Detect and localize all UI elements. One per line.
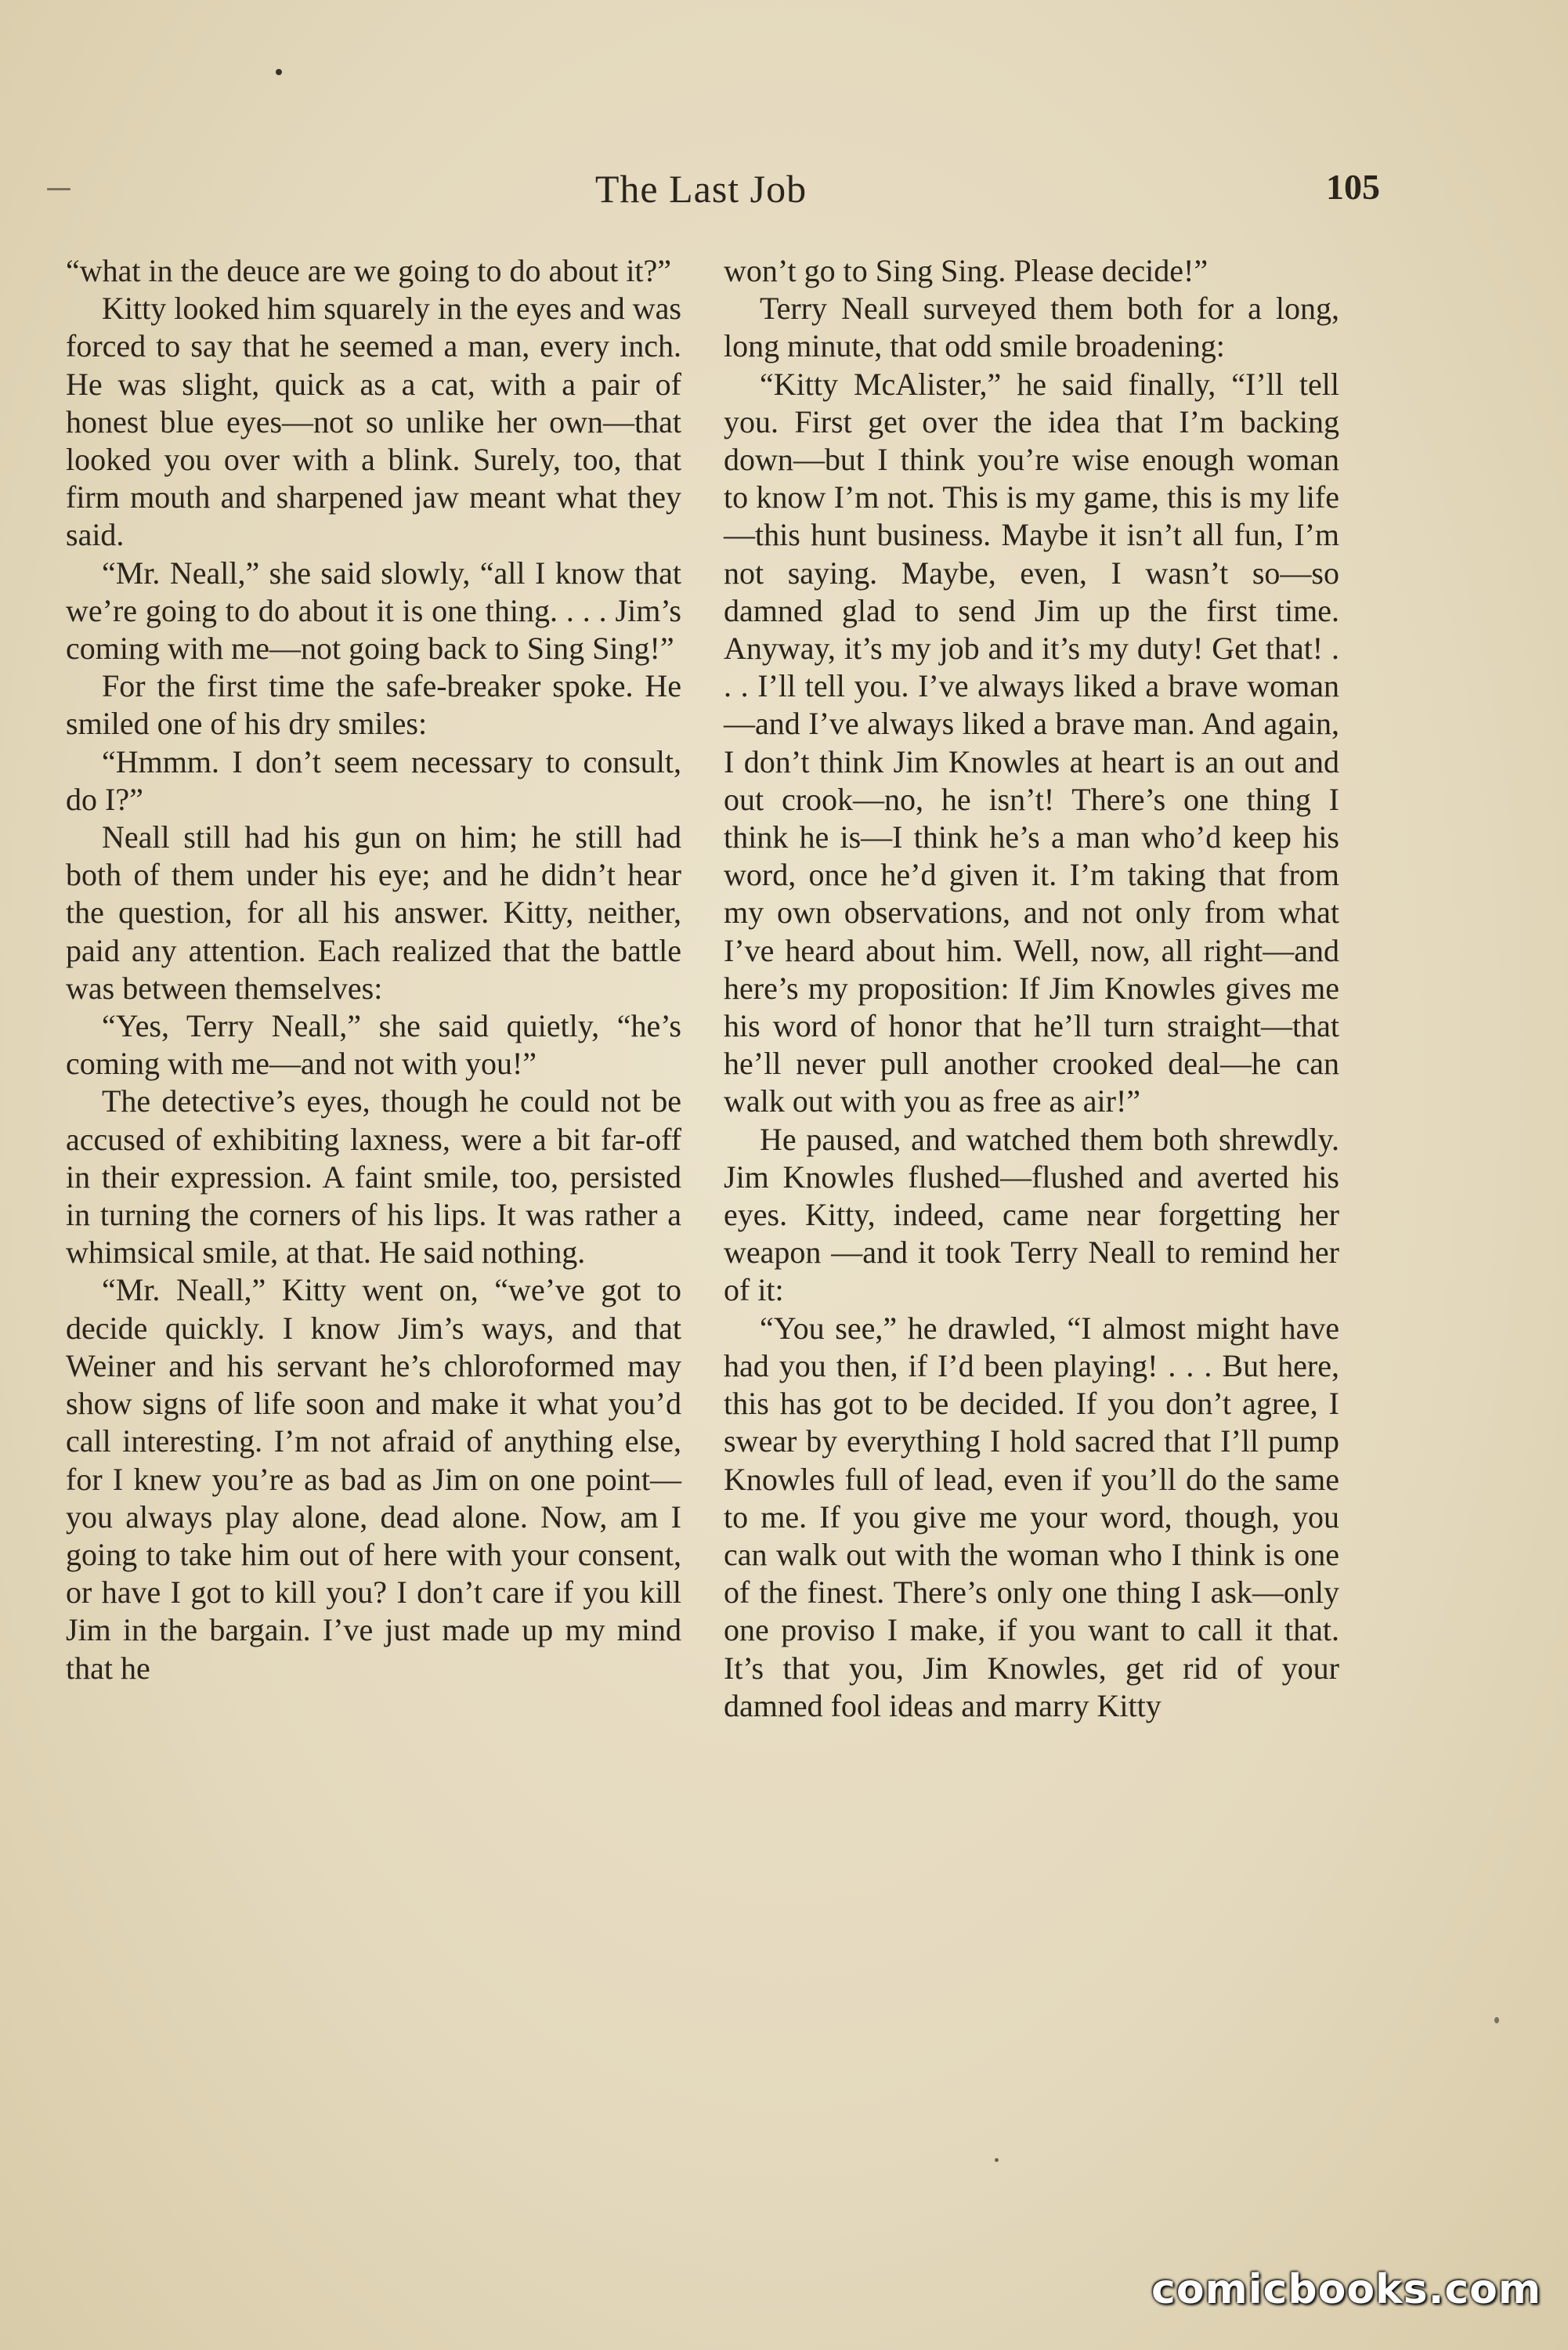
paragraph: “what in the deuce are we going to do about it?” bbox=[66, 253, 672, 288]
paragraph: “Hmmm. I don’t seem necessary to consult, do I?” bbox=[66, 743, 681, 817]
paper-speck bbox=[276, 69, 282, 75]
paper-speck bbox=[995, 2158, 999, 2162]
watermark-logo: comicbooks.com bbox=[1151, 2266, 1542, 2313]
paragraph: “You see,” he drawled, “I almost might have had you then, if I’d been playing! . . . But here, this has got to be decided. If you don’t agree, I swear by everything I hold sacred that I’ll pump Knowles full of lead, even if you’ll do the same to me. If you give me your word, though, you can walk out with the woman who I think is one of the finest. There’s only one thing I ask—only one proviso I make, if you want to call it that. It’s that you, Jim Knowles, get rid of your damned fool ideas and marry Kitty bbox=[724, 1310, 1339, 1723]
paragraph: “Yes, Terry Neall,” she said quietly, “he’s coming with me—and not with you!” bbox=[66, 1008, 681, 1082]
paragraph: “Mr. Neall,” she said slowly, “all I know that we’re going to do about it is one thing. . . . Jim’s coming with me—not going back to Sing Sing!” bbox=[66, 555, 681, 667]
paragraph: For the first time the safe-breaker spoke. He smiled one of his dry smiles: bbox=[66, 668, 681, 742]
left-text-column bbox=[66, 252, 681, 1687]
paper-speck bbox=[1494, 2017, 1499, 2023]
paragraph: “Kitty McAlister,” he said finally, “I’ll tell you. First get over the idea that I’m backing down—but I think you’re wise enough woman to know I’m not. This is my game, this is my life—this hunt business. Maybe it isn’t all fun, I’m not saying. Maybe, even, I wasn’t so—so damned glad to send Jim up the first time. Anyway, it’s my job and it’s my duty! Get that! . . . I’ll tell you. I’ve always liked a brave woman—and I’ve always liked a brave man. And again, I don’t think Jim Knowles at heart is an out and out crook—no, he isn’t! There’s one thing I think he is—I think he’s a man who’d keep his word, once he’d given it. I’m taking that from my own observations, and not only from what I’ve heard about him. Well, now, all right—and here’s my proposition: If Jim Knowles gives me his word of honor that he’ll turn straight—that he’ll never pull another crooked deal—he can walk out with you as free as air!” bbox=[724, 366, 1339, 1119]
paragraph: won’t go to Sing Sing. Please decide!” bbox=[724, 253, 1209, 288]
paragraph: Neall still had his gun on him; he still had both of them under his eye; and he didn’t hear the question, for all his answer. Kitty, neither, paid any attention. Each realized that the battle was between themselves: bbox=[66, 819, 681, 1006]
paragraph: Kitty looked him squarely in the eyes and was forced to say that he seemed a man, every inch. He was slight, quick as a cat, with a pair of honest blue eyes—not so unlike her own—that looked you over with a blink. Surely, too, that firm mouth and sharpened jaw meant what they said. bbox=[66, 291, 681, 553]
paragraph: The detective’s eyes, though he could not be accused of exhibiting laxness, were a bit far-off in their expression. A faint smile, too, persisted in turning the corners of his lips. It was rather a whimsical smile, at that. He said nothing. bbox=[66, 1083, 681, 1271]
running-header-title: The Last Job bbox=[594, 167, 807, 211]
paragraph: “Mr. Neall,” Kitty went on, “we’ve got to decide quickly. I know Jim’s ways, and that Weiner and his servant he’s chloroformed may show signs of life soon and make it what you’d call interesting. I’m not afraid of anything else, for I knew you’re as bad as Jim on one point—you always play alone, dead alone. Now, am I going to take him out of here with your consent, or have I got to kill you? I don’t care if you kill Jim in the bargain. I’ve just made up my mind that he bbox=[66, 1272, 681, 1686]
page-number: 105 bbox=[1326, 167, 1380, 207]
right-text-column bbox=[724, 252, 1339, 1725]
paragraph: Terry Neall surveyed them both for a long, long minute, that odd smile broadening: bbox=[724, 291, 1339, 364]
paragraph: He paused, and watched them both shrewdly. Jim Knowles flushed—flushed and averted his eyes. Kitty, indeed, came near forgetting her weapon —and it took Terry Neall to remind her of it: bbox=[724, 1121, 1339, 1308]
